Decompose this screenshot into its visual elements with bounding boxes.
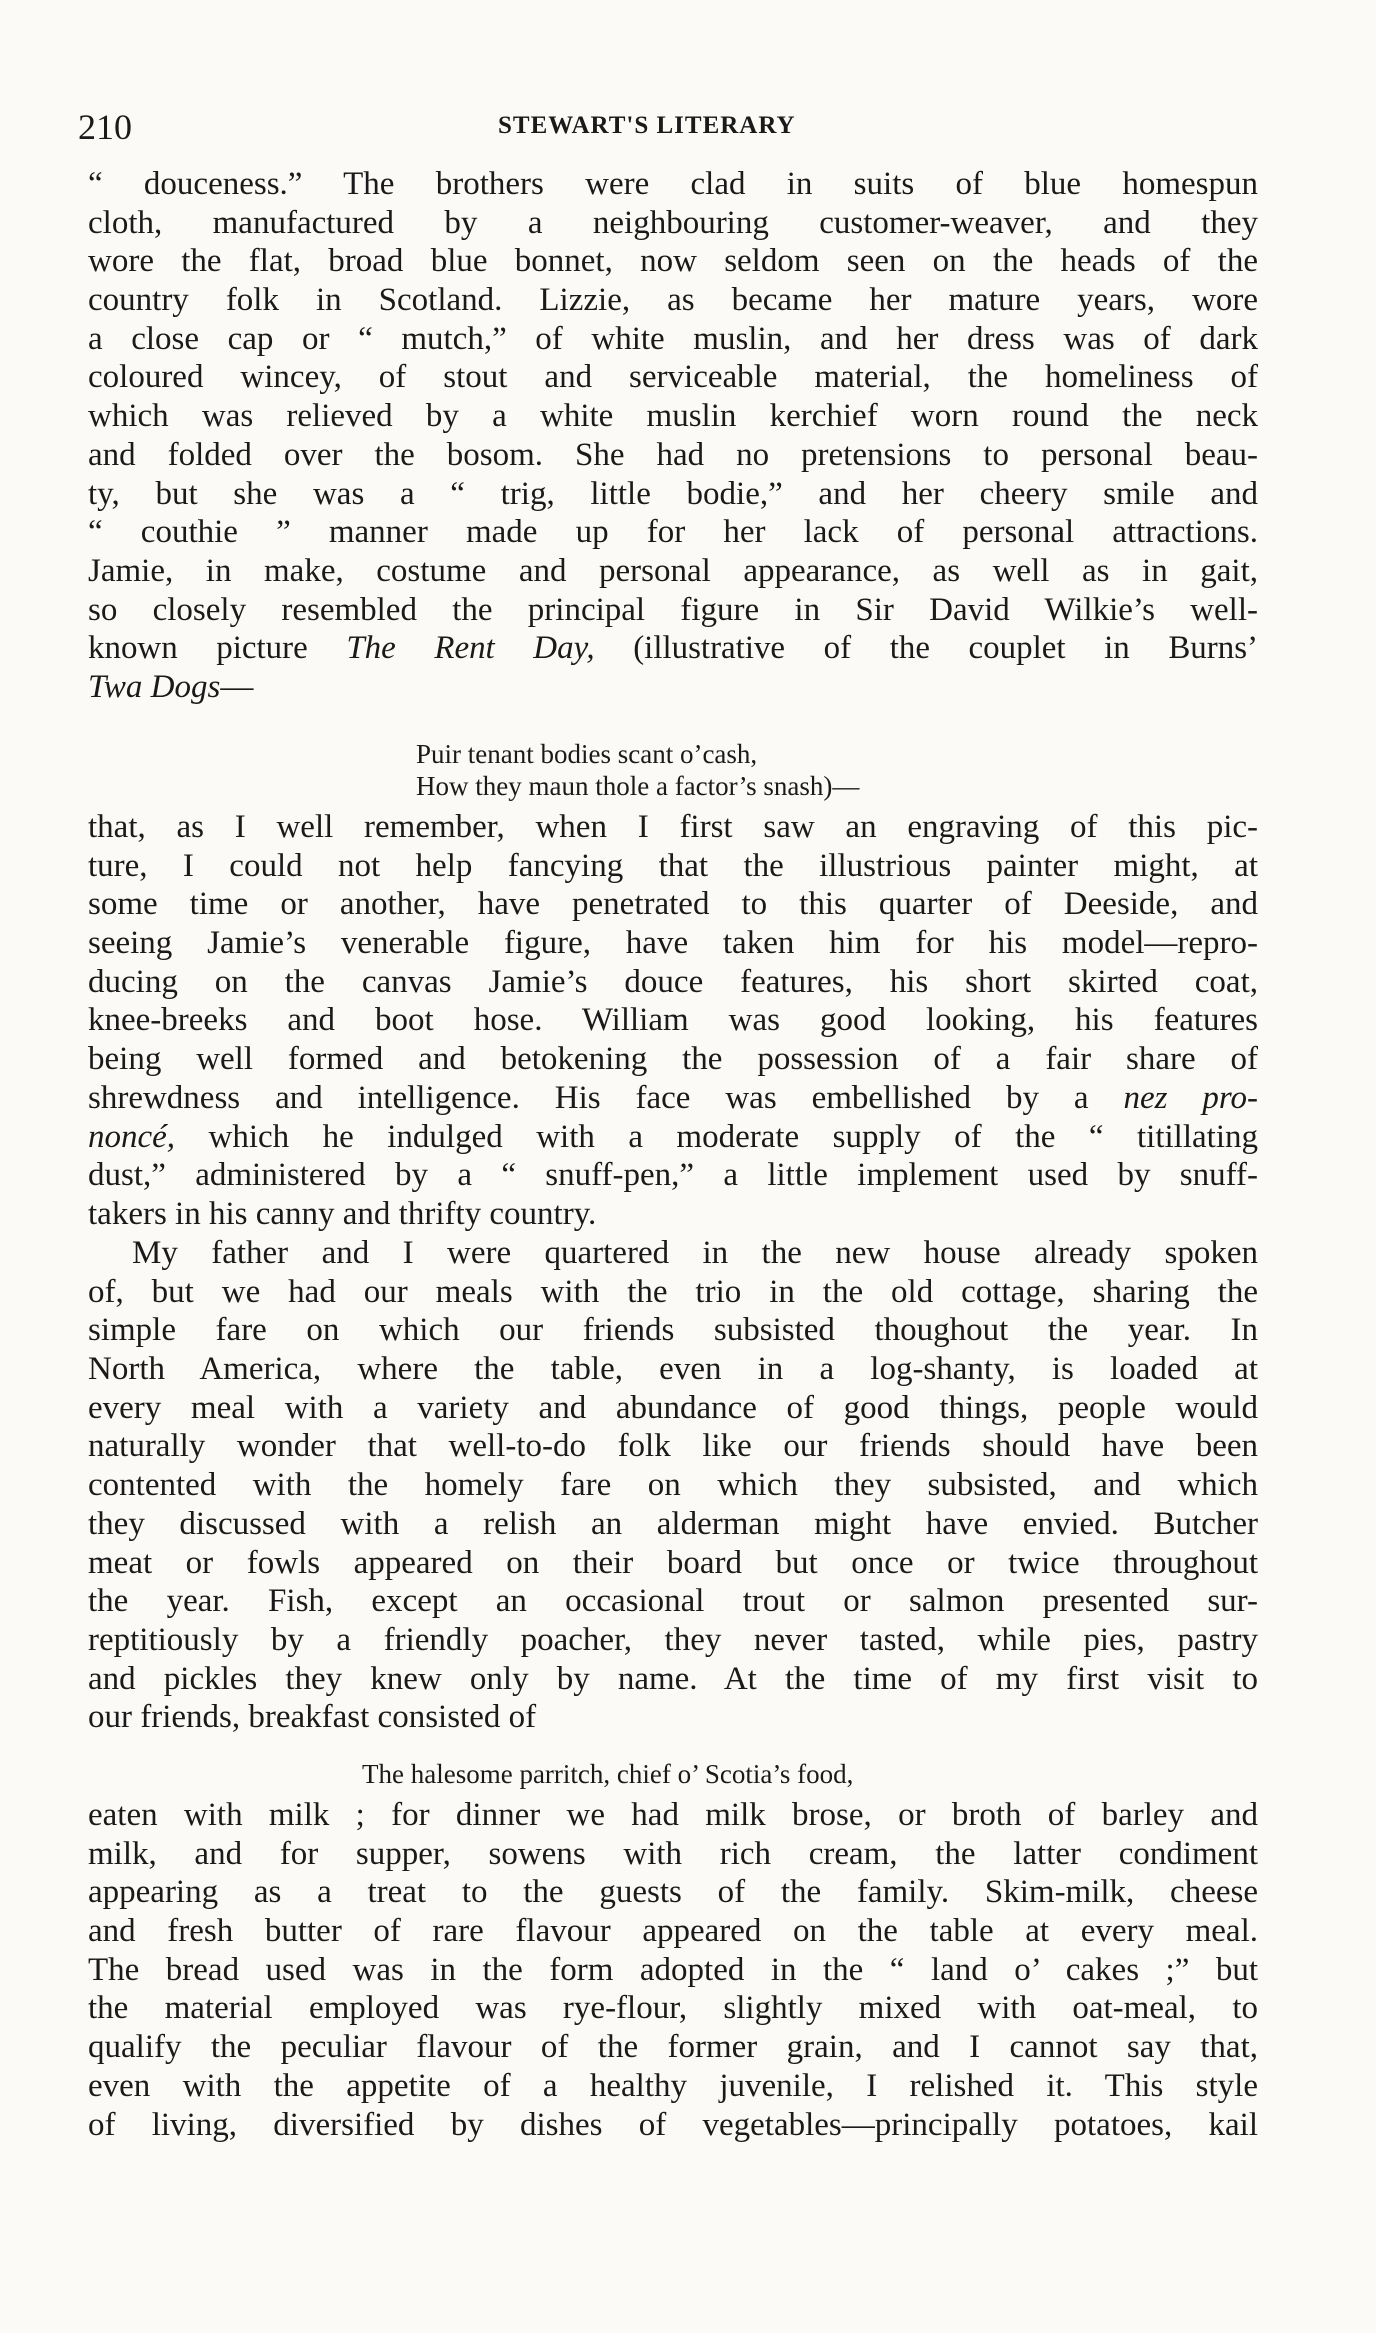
text-line: takers in his canny and thrifty country. — [88, 1195, 597, 1232]
verse-line: The halesome parritch, chief o’ Scotia’s food, — [362, 1759, 854, 1789]
text-line: meat or fowls appeared on their board but once or twice throughout — [88, 1544, 1258, 1581]
italic-title: The Rent Day, — [346, 630, 595, 667]
text-line: ture, I could not help fancying that the illustrious painter might, at — [88, 847, 1258, 884]
text-run: which he indulged with a moderate supply of the “ titillating — [175, 1118, 1258, 1155]
text-line: of, but we had our meals with the trio in the old cottage, sharing the — [88, 1273, 1258, 1310]
text-line: reptitiously by a friendly poacher, they never tasted, while pies, pastry — [88, 1621, 1258, 1658]
italic-phrase: nez pro- — [1123, 1079, 1258, 1116]
verse-line: Puir tenant bodies scant o’cash, — [416, 739, 758, 769]
text-run: (illustrative of the couplet in Burns’ — [594, 630, 1258, 667]
text-line: that, as I well remember, when I first saw an engraving of this pic- — [88, 809, 1258, 845]
text-line: My father and I were quartered in the new house already spoken — [132, 1235, 1258, 1271]
text-line — [88, 668, 1258, 707]
verse-quote-2 — [362, 1758, 853, 1790]
text-line: being well formed and betokening the possession of a fair share of — [88, 1041, 1258, 1078]
paragraph-2 — [88, 808, 1258, 1234]
text-line: country folk in Scotland. Lizzie, as became her mature years, wore — [88, 282, 1258, 319]
text-run: — — [220, 668, 254, 705]
text-line: “ couthie ” manner made up for her lack of personal attractions. — [88, 514, 1258, 551]
text-line: the year. Fish, except an occasional trout or salmon presented sur- — [88, 1583, 1258, 1620]
text-line: milk, and for supper, sowens with rich cream, the latter condiment — [88, 1835, 1258, 1872]
text-line: qualify the peculiar flavour of the former grain, and I cannot say that, — [88, 2029, 1258, 2066]
text-line: ty, but she was a “ trig, little bodie,” and her cheery smile and — [88, 475, 1258, 512]
text-line: our friends, breakfast consisted of — [88, 1699, 537, 1736]
text-line: knee-breeks and boot hose. William was good looking, his features — [88, 1002, 1258, 1039]
paragraph-3 — [88, 1234, 1258, 1737]
text-line: and folded over the bosom. She had no pretensions to personal beau- — [88, 436, 1258, 473]
italic-phrase: noncé, — [88, 1118, 176, 1155]
text-line: they discussed with a relish an alderman might have envied. Butcher — [88, 1505, 1258, 1542]
text-line: simple fare on which our friends subsisted thoughout the year. In — [88, 1312, 1258, 1349]
text-line — [88, 629, 1258, 668]
text-line: coloured wincey, of stout and serviceable material, the homeliness of — [88, 359, 1258, 396]
text-line: contented with the homely fare on which they subsisted, and which — [88, 1467, 1258, 1504]
text-line: North America, where the table, even in a log-shanty, is loaded at — [88, 1351, 1258, 1388]
text-line — [88, 1118, 1258, 1157]
verse-line: How they maun thole a factor’s snash)— — [416, 771, 860, 801]
text-line: naturally wonder that well-to-do folk like our friends should have been — [88, 1428, 1258, 1465]
text-line: of living, diversified by dishes of vegetables—principally potatoes, kail — [88, 2106, 1258, 2143]
text-line: and fresh butter of rare flavour appeared on the table at every meal. — [88, 1913, 1258, 1950]
text-line: eaten with milk ; for dinner we had milk brose, or broth of barley and — [88, 1797, 1258, 1833]
running-title: STEWART'S LITERARY — [498, 112, 796, 139]
text-line: Jamie, in make, costume and personal appearance, as well as in gait, — [88, 552, 1258, 589]
paragraph-4 — [88, 1796, 1258, 2144]
text-line: and pickles they knew only by name. At the time of my first visit to — [88, 1660, 1258, 1697]
text-line: which was relieved by a white muslin kerchief worn round the neck — [88, 398, 1258, 435]
text-line: even with the appetite of a healthy juvenile, I relished it. This style — [88, 2067, 1258, 2104]
text-line: every meal with a variety and abundance of good things, people would — [88, 1389, 1258, 1426]
text-line: ducing on the canvas Jamie’s douce features, his short skirted coat, — [88, 963, 1258, 1000]
text-line: appearing as a treat to the guests of the family. Skim-milk, cheese — [88, 1874, 1258, 1911]
paragraph-1 — [88, 165, 1258, 707]
running-head — [78, 100, 1268, 150]
text-line: seeing Jamie’s venerable figure, have taken him for his model—repro- — [88, 925, 1258, 962]
text-run: known picture — [88, 630, 347, 667]
text-line: “ douceness.” The brothers were clad in suits of blue homespun — [88, 166, 1258, 202]
verse-quote-1 — [416, 738, 859, 802]
text-line: dust,” administered by a “ snuff-pen,” a little implement used by snuff- — [88, 1157, 1258, 1194]
text-line: cloth, manufactured by a neighbouring customer-weaver, and they — [88, 204, 1258, 241]
text-line — [88, 1079, 1258, 1118]
text-line: the material employed was rye-flour, slightly mixed with oat-meal, to — [88, 1990, 1258, 2027]
text-line: a close cap or “ mutch,” of white muslin, and her dress was of dark — [88, 320, 1258, 357]
text-line: wore the flat, broad blue bonnet, now seldom seen on the heads of the — [88, 243, 1258, 280]
text-line: The bread used was in the form adopted in the “ land o’ cakes ;” but — [88, 1951, 1258, 1988]
text-line: some time or another, have penetrated to this quarter of Deeside, and — [88, 886, 1258, 923]
page-number: 210 — [78, 107, 132, 147]
text-run: shrewdness and intelligence. His face was embellished by a — [88, 1079, 1089, 1116]
italic-title: Twa Dogs — [88, 668, 221, 705]
text-line: so closely resembled the principal figure in Sir David Wilkie’s well- — [88, 591, 1258, 628]
